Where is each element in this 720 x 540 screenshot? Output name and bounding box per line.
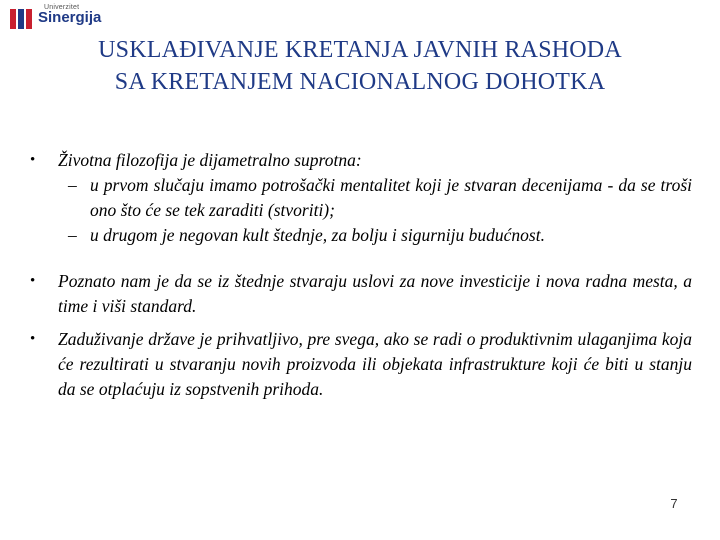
slide-title: [40, 34, 680, 98]
bullet-dot: •: [30, 273, 36, 289]
bullet-text: Poznato nam je da se iz štednje stvaraju uslovi za nove investicije i nova radna mesta, a time i viši standard.: [58, 271, 692, 316]
bullet-dot: •: [30, 152, 36, 168]
bullet-text: Životna filozofija je dijametralno suprotna:: [58, 150, 362, 170]
bullet-dot: •: [30, 331, 36, 347]
page-number: 7: [670, 496, 678, 511]
logo: [8, 4, 102, 34]
bullet-text: Zaduživanje države je prihvatljivo, pre svega, ako se radi o produktivnim ulaganjima koja će rezultirati u stvaranju novih proizvoda ili objekata infrastrukture koji će biti u stanju da se otplaćuju iz sopstvenih prihoda.: [58, 329, 692, 399]
sub-bullet-text: u prvom slučaju imamo potrošački mentalitet koji je stvaran decenijama - da se troši ono što će se tek zaraditi (stvoriti);: [90, 175, 692, 220]
bullet-item: [28, 269, 692, 319]
sub-bullet-item: [28, 223, 692, 248]
sub-bullet-dash: –: [68, 175, 77, 195]
title-line-1: USKLAĐIVANJE KRETANJA JAVNIH RASHODA: [98, 37, 622, 63]
sinergija-logo-icon: [8, 6, 38, 32]
logo-top-text: Univerzitet: [44, 4, 80, 11]
title-line-2: SA KRETANJEM NACIONALNOG DOHOTKA: [114, 69, 606, 95]
logo-main-text: Sinergija: [38, 9, 102, 26]
bullet-item: [28, 148, 692, 173]
sub-bullet-item: [28, 173, 692, 223]
bullet-item: [28, 327, 692, 402]
sub-bullet-text: u drugom je negovan kult štednje, za bolju i sigurniju budućnost.: [90, 225, 545, 245]
sub-bullet-dash: –: [68, 225, 77, 245]
slide-body: [28, 148, 692, 402]
